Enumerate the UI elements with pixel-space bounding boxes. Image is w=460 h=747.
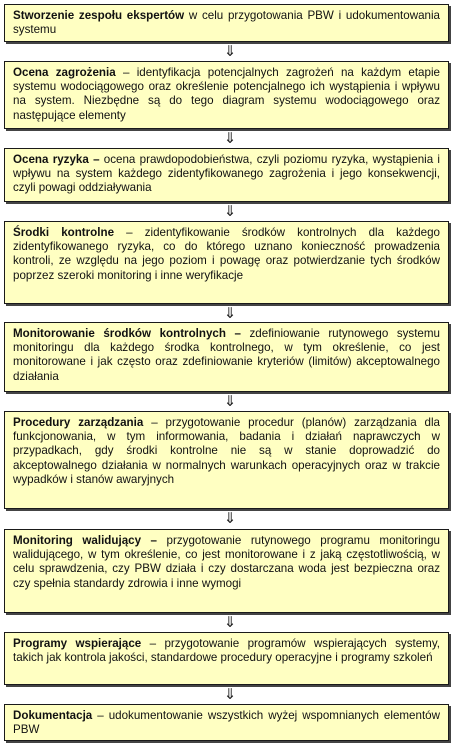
step-title: Stworzenie zespołu ekspertów (13, 9, 185, 22)
down-arrow-icon: ⇓ (223, 129, 237, 147)
step-title: Dokumentacja (13, 709, 93, 722)
down-arrow-icon: ⇓ (223, 613, 237, 631)
step-description: – przygotowanie procedur (planów) zarządzania dla funkcjonowania, w tym informowania, badania i działań naprawczych w przypadkach, gdy środki kontrolne nie są w stanie doprowadzić do akceptowalnego działania w normalnych warunkach operacyjnych oraz w trakcie wypadków i stanów awaryjnych (13, 416, 440, 486)
step-risk-assessment (4, 148, 449, 202)
step-title: Ocena zagrożenia (13, 66, 116, 79)
down-arrow-icon: ⇓ (223, 392, 237, 410)
down-arrow-icon: ⇓ (223, 509, 237, 527)
step-title: Środki kontrolne (13, 226, 115, 239)
step-title: Procedury zarządzania (13, 416, 144, 429)
step-title: Monitorowanie środków kontrolnych – (13, 327, 241, 340)
step-description: – przygotowanie programów wspierających systemy, takich jak kontrola jakości, standardowe procedury operacyjne i programy szkoleń (13, 637, 440, 665)
step-description: w celu przygotowania PBW i udokumentowania systemu (13, 9, 440, 37)
step-title: Monitoring walidujący – (13, 534, 158, 547)
down-arrow-icon: ⇓ (223, 685, 237, 703)
down-arrow-icon: ⇓ (223, 202, 237, 220)
step-hazard-assessment (4, 61, 449, 129)
step-description: zdefiniowanie rutynowego systemu monitoringu dla każdego środka kontrolnego, w tym określenie, co jest monitorowane i jak często oraz zdefiniowanie kryteriów (limitów) akceptowalnego działania (13, 327, 440, 383)
step-management-procedures (4, 411, 449, 509)
step-description: – identyfikacja potencjalnych zagrożeń na każdym etapie systemu wodociągowego oraz określenie potencjalnego ich wystąpienia i wpływu na system. Niezbędne są do tego diagram systemu wodociągowego oraz następujące elementy (13, 66, 440, 122)
down-arrow-icon: ⇓ (223, 304, 237, 322)
step-expert-team (4, 4, 449, 42)
step-title: Ocena ryzyka – (13, 153, 100, 166)
step-description: – zidentyfikowanie środków kontrolnych dla każdego zidentyfikowanego ryzyka, co do którego uznano konieczność prowadzenia kontroli, ze względu na jego poziom i powagę oraz potwierdzanie tych środków poprzez szeroki monitoring i inne weryfikacje (13, 226, 440, 282)
step-description: – udokumentowanie wszystkich wyżej wspomnianych elementów PBW (13, 709, 440, 737)
step-description: ocena prawdopodobieństwa, czyli poziomu ryzyka, wystąpienia i wpływu na system każdego zidentyfikowanego zagrożenia i jego konsekwencji, czyli powagi oddziaływania (13, 153, 441, 195)
step-support-programs (4, 632, 449, 685)
step-validation-monitoring (4, 529, 449, 613)
step-documentation (4, 704, 449, 741)
step-title: Programy wspierające (13, 637, 142, 650)
step-control-monitoring (4, 322, 449, 392)
step-control-measures (4, 221, 449, 304)
step-description: przygotowanie rutynowego programu monitoringu walidującego, w tym określenie, co jest monitorowane i z jaką częstotliwością, w celu sprawdzenia, czy PBW działa i czy dostarczana woda jest bezpieczna oraz czy spełnia standardy zdrowia i inne wymogi (13, 534, 440, 590)
down-arrow-icon: ⇓ (223, 42, 237, 60)
